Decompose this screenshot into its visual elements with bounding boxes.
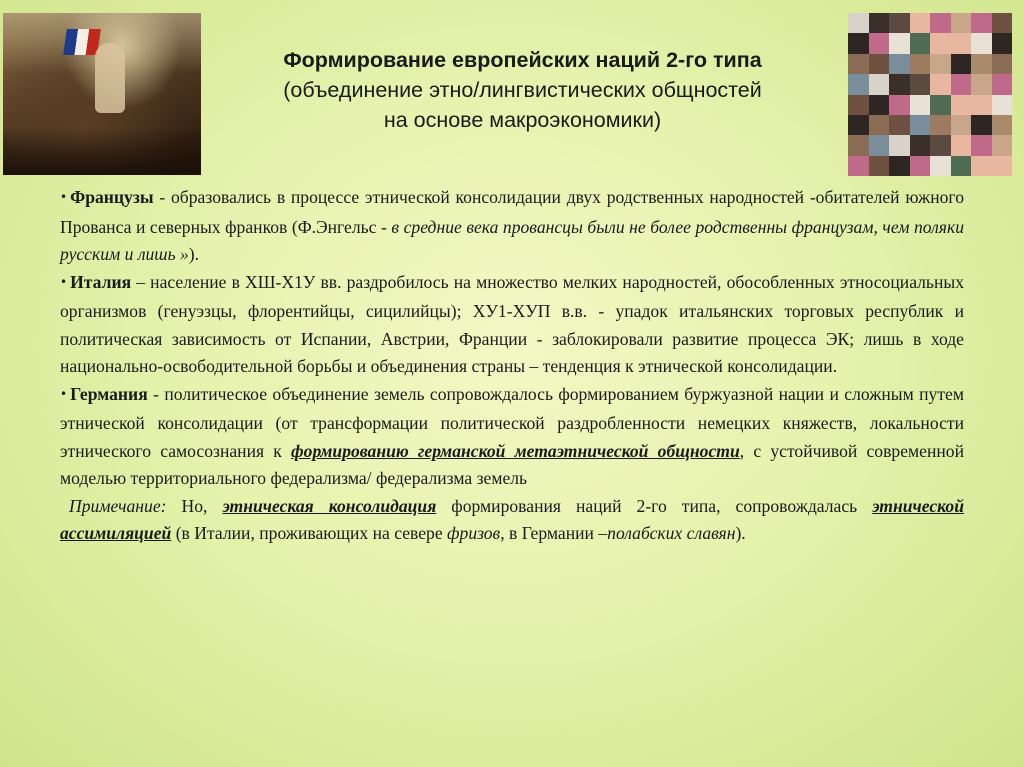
crowd-photo-tile <box>889 156 910 176</box>
crowd-photo-tile <box>848 54 869 74</box>
crowd-photo-tile <box>930 115 951 135</box>
crowd-photo-tile <box>992 13 1013 33</box>
germanic-community-emphasis: формированию германской метаэтнической общности <box>291 440 740 461</box>
crowd-photo-tile <box>971 135 992 155</box>
bullet-french <box>60 184 964 269</box>
crowd-photo-tile <box>971 156 992 176</box>
bullet-french-end: ). <box>188 244 200 264</box>
bullet-germany-text-1: - политическое объединение земель сопровождалось формированием буржуазной нации и сложным путем этнической консолидации (от трансформации политической раздробленности немецких княжеств, локальности этнического самосознания к <box>60 383 964 461</box>
term-germany: Германия <box>70 383 148 404</box>
engels-quote: в средние века провансцы были не более родственны французам, чем поляки русским и лишь » <box>60 216 964 264</box>
crowd-photo-tile <box>889 115 910 135</box>
crowd-photo-tile <box>992 115 1013 135</box>
note-text-3: (в Италии, проживающих на севере <box>171 523 448 543</box>
note-text-5: ). <box>735 523 746 543</box>
crowd-photo-tile <box>951 135 972 155</box>
crowd-photo-tile <box>971 74 992 94</box>
bullet-french-text: - образовались в процессе этнической консолидации двух родственных народностей -обитателей южного Прованса и северных франков (Ф.Энгельс - <box>60 187 964 237</box>
crowd-photo-tile <box>889 95 910 115</box>
painting-ground <box>3 127 201 175</box>
bullet-italy-text: – население в ХШ-Х1У вв. раздробилось на множество мелких народностей, обособленных этносоциальных организмов (генуэзцы, флорентийцы, сицилийцы); ХУ1-ХУП в.в. - упадок итальянских торговых республик и политическая зависимость от Испании, Австрии, Франции - заблокировали развитие процесса ЭК; лишь в ходе национально-освободительной борьбы и объединения страны – тенденция к этнической консолидации. <box>60 271 964 376</box>
note-text-2: формирования наций 2-го типа, сопровождалась <box>436 495 873 516</box>
crowd-photo-tile <box>992 33 1013 53</box>
bullet-italy <box>60 269 964 381</box>
note-text-1: Но, <box>166 495 223 516</box>
crowd-photo-tile <box>951 33 972 53</box>
crowd-photo-tile <box>889 13 910 33</box>
crowd-photo-tile <box>992 156 1013 176</box>
crowd-photo-tile <box>910 74 931 94</box>
painting-figure <box>95 43 125 113</box>
crowd-photo-tile <box>848 115 869 135</box>
crowd-photo-tile <box>910 156 931 176</box>
bullet-icon: • <box>60 386 68 401</box>
crowd-photo-tile <box>910 95 931 115</box>
crowd-photo-tile <box>869 74 890 94</box>
note-polabian-slavs: полабских славян <box>607 523 736 543</box>
crowd-photo-tile <box>992 135 1013 155</box>
crowd-photo-tile <box>971 13 992 33</box>
crowd-photo-tile <box>889 74 910 94</box>
crowd-photo-right <box>848 13 1012 176</box>
crowd-photo-tile <box>951 74 972 94</box>
crowd-photo-tile <box>951 95 972 115</box>
note-label: Примечание: <box>69 495 167 516</box>
bullet-germany-text-2: , с устойчивой современной моделью территориального федерализма/ федерализма земель <box>60 440 964 488</box>
crowd-photo-tile <box>910 54 931 74</box>
crowd-photo-tile <box>992 95 1013 115</box>
crowd-photo-tile <box>848 33 869 53</box>
crowd-photo-tile <box>848 13 869 33</box>
crowd-photo-tile <box>971 115 992 135</box>
title-line-2: (объединение этно/лингвистических общностей <box>283 78 762 102</box>
crowd-photo-tile <box>930 74 951 94</box>
title-line-3: на основе макроэкономики) <box>383 108 662 132</box>
crowd-photo-tile <box>930 135 951 155</box>
slide-body <box>60 184 964 548</box>
crowd-photo-tile <box>930 95 951 115</box>
crowd-photo-tile <box>951 156 972 176</box>
crowd-photo-tile <box>930 13 951 33</box>
crowd-photo-tile <box>910 115 931 135</box>
note-emphasis-consolidation: этническая консолидация <box>222 495 437 516</box>
term-french: Французы <box>70 187 154 207</box>
crowd-photo-tile <box>869 156 890 176</box>
crowd-photo-tile <box>848 95 869 115</box>
crowd-photo-tile <box>869 33 890 53</box>
crowd-photo-tile <box>930 54 951 74</box>
crowd-photo-tile <box>971 95 992 115</box>
note-frisians: фризов <box>447 523 501 543</box>
crowd-photo-tile <box>869 54 890 74</box>
term-italy: Италия <box>70 271 132 292</box>
crowd-photo-tile <box>992 74 1013 94</box>
painting-image-left <box>3 13 201 175</box>
crowd-photo-tile <box>848 74 869 94</box>
crowd-photo-tile <box>951 54 972 74</box>
bullet-icon: • <box>60 190 68 204</box>
crowd-photo-tile <box>971 33 992 53</box>
crowd-photo-tile <box>869 135 890 155</box>
note-paragraph <box>60 493 964 548</box>
crowd-photo-tile <box>848 135 869 155</box>
crowd-photo-tile <box>889 54 910 74</box>
bullet-icon: • <box>60 274 68 289</box>
crowd-photo-tile <box>971 54 992 74</box>
crowd-photo-tile <box>910 33 931 53</box>
note-text-4: , в Германии – <box>500 523 608 543</box>
crowd-photo-tile <box>930 156 951 176</box>
crowd-photo-tile <box>848 156 869 176</box>
crowd-photo-tile <box>910 13 931 33</box>
crowd-photo-tile <box>889 33 910 53</box>
crowd-photo-tile <box>869 95 890 115</box>
crowd-photo-tile <box>951 115 972 135</box>
slide-title <box>205 45 840 135</box>
crowd-photo-tile <box>869 13 890 33</box>
title-line-1: Формирование европейских наций 2-го типа <box>283 48 762 72</box>
crowd-photo-tile <box>869 115 890 135</box>
crowd-photo-tile <box>992 54 1013 74</box>
crowd-photo-tile <box>889 135 910 155</box>
crowd-photo-tile <box>910 135 931 155</box>
note-emphasis-assimilation: этнической ассимиляцией <box>60 495 964 543</box>
bullet-germany <box>60 381 964 493</box>
crowd-photo-tile <box>930 33 951 53</box>
crowd-photo-tile <box>951 13 972 33</box>
